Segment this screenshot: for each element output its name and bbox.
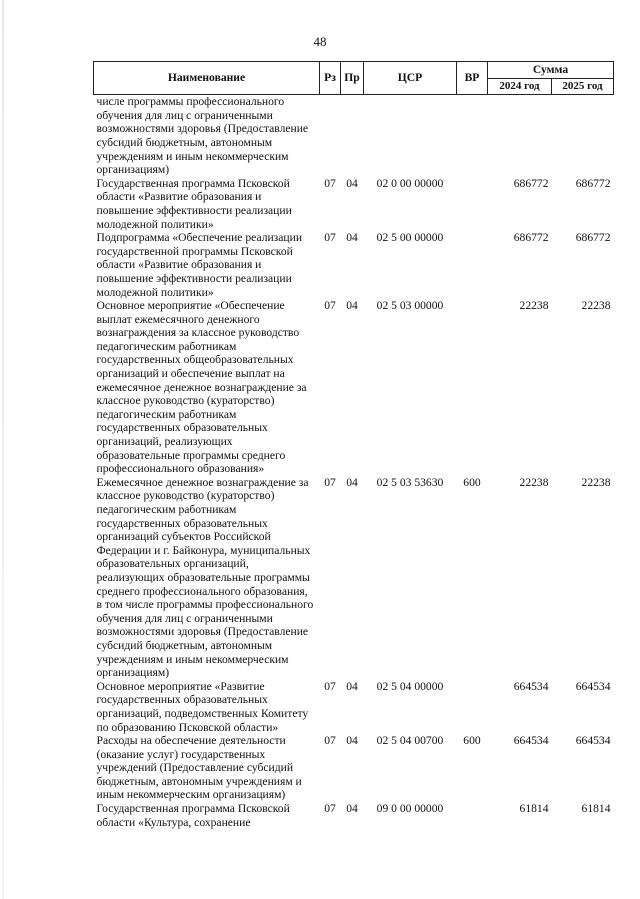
row-vr: [457, 802, 488, 829]
row-csr: 02 5 03 53630: [376, 475, 444, 489]
row-rz: 07: [324, 734, 336, 748]
row-csr: 02 5 00 00000: [376, 231, 444, 245]
row-csr: 02 0 00 00000: [376, 176, 444, 190]
table-row: [94, 802, 614, 829]
row-csr: 09 0 00 00000: [376, 802, 444, 816]
table-row: [94, 680, 614, 734]
row-rz: 07: [324, 176, 336, 190]
row-sum-2025: 22238: [581, 299, 611, 313]
row-name: Расходы на обеспечение деятельности (оказание услуг) государственных учреждений (Предоставление субсидий бюджетным, автономным учреждениям и иным некоммерческим организациям): [96, 734, 302, 802]
header-2025: 2025 год: [552, 78, 614, 95]
header-rz: Рз: [320, 62, 341, 95]
row-sum-2025: 664534: [575, 679, 611, 693]
row-rz: 07: [324, 299, 336, 313]
table-row: [94, 476, 614, 680]
row-pr: 04: [346, 475, 358, 489]
row-pr: 04: [346, 299, 358, 313]
row-name: Государственная программа Псковской области «Культура, сохранение: [96, 802, 290, 829]
row-vr: [457, 177, 488, 231]
row-sum-2024: 686772: [513, 231, 549, 245]
row-pr: 04: [346, 176, 358, 190]
header-sum: Сумма: [488, 62, 614, 79]
table-row: [94, 177, 614, 231]
table-body: [94, 95, 614, 830]
row-pr: [341, 95, 364, 177]
row-sum-2024: 664534: [513, 734, 549, 748]
row-sum-2025: 664534: [575, 734, 611, 748]
row-vr: [457, 299, 488, 476]
table-row: [94, 734, 614, 802]
header-vr: ВР: [457, 62, 488, 95]
row-sum-2024: 686772: [513, 176, 549, 190]
row-csr: 02 5 04 00700: [376, 734, 444, 748]
row-vr: [457, 680, 488, 734]
table-row: [94, 231, 614, 299]
row-pr: 04: [346, 231, 358, 245]
row-vr: 600: [463, 734, 481, 748]
row-csr: [364, 95, 457, 177]
row-sum-2025: [552, 95, 614, 177]
row-name: Основное мероприятие «Обеспечение выплат ежемесячного денежного вознаграждения за классное руководство педагогическим работникам государственных общеобразовательных организаций и обеспечение выплат на ежемесячное денежное вознаграждение за классное руководство (кураторство) педагогическим работникам государственных образовательных организаций, реализующих образовательные программы среднего профессионального образования»: [96, 299, 307, 476]
row-rz: 07: [324, 802, 336, 816]
row-name: Ежемесячное денежное вознаграждение за классное руководство (кураторство) педагогическим работникам государственных образовательных организаций субъектов Российской Федерации и г. Байконура, муниципальных образовательных организаций, реализующих образовательные программы среднего профессионального образования, в том числе программы профессионального обучения для лиц с ограниченными возможностями здоровья (Предоставление субсидий бюджетным, автономным учреждениям и иным некоммерческим организациям): [96, 475, 314, 680]
row-sum-2025: 686772: [575, 231, 611, 245]
row-name: Основное мероприятие «Развитие государственных образовательных организаций, подведомственных Комитету по образованию Псковской области»: [96, 679, 309, 734]
header-name: Наименование: [94, 62, 320, 95]
header-csr: ЦСР: [364, 62, 457, 95]
row-sum-2025: 22238: [581, 475, 611, 489]
row-name: Подпрограмма «Обеспечение реализации государственной программы Псковской области «Развитие образования и повышение эффективности реализации молодежной политики»: [96, 231, 303, 299]
row-sum-2025: 686772: [575, 176, 611, 190]
row-vr: 600: [463, 475, 481, 489]
row-rz: 07: [324, 231, 336, 245]
budget-table: [93, 61, 614, 829]
table-row: [94, 299, 614, 476]
row-pr: 04: [346, 734, 358, 748]
row-csr: 02 5 04 00000: [376, 679, 444, 693]
row-sum-2024: 61814: [519, 802, 549, 816]
row-name: числе программы профессионального обучения для лиц с ограниченными возможностями здоровья (Предоставление субсидий бюджетным, автономным учреждениям и иным некоммерческим организациям): [96, 95, 309, 177]
row-rz: [320, 95, 341, 177]
page-number: 48: [313, 34, 327, 49]
row-sum-2024: [488, 95, 552, 177]
table-row: [94, 95, 614, 177]
row-sum-2025: 61814: [581, 802, 611, 816]
row-vr: [457, 95, 488, 177]
scan-edge: [2, 0, 4, 899]
header-pr: Пр: [341, 62, 364, 95]
row-rz: 07: [324, 679, 336, 693]
header-2024: 2024 год: [488, 78, 552, 95]
row-name: Государственная программа Псковской области «Развитие образования и повышение эффективности реализации молодежной политики»: [96, 176, 292, 231]
row-vr: [457, 231, 488, 299]
row-sum-2024: 22238: [519, 475, 549, 489]
row-pr: 04: [346, 802, 358, 816]
row-sum-2024: 664534: [513, 679, 549, 693]
row-sum-2024: 22238: [519, 299, 549, 313]
row-csr: 02 5 03 00000: [376, 299, 444, 313]
row-pr: 04: [346, 679, 358, 693]
row-rz: 07: [324, 475, 336, 489]
table-header: [94, 62, 614, 95]
